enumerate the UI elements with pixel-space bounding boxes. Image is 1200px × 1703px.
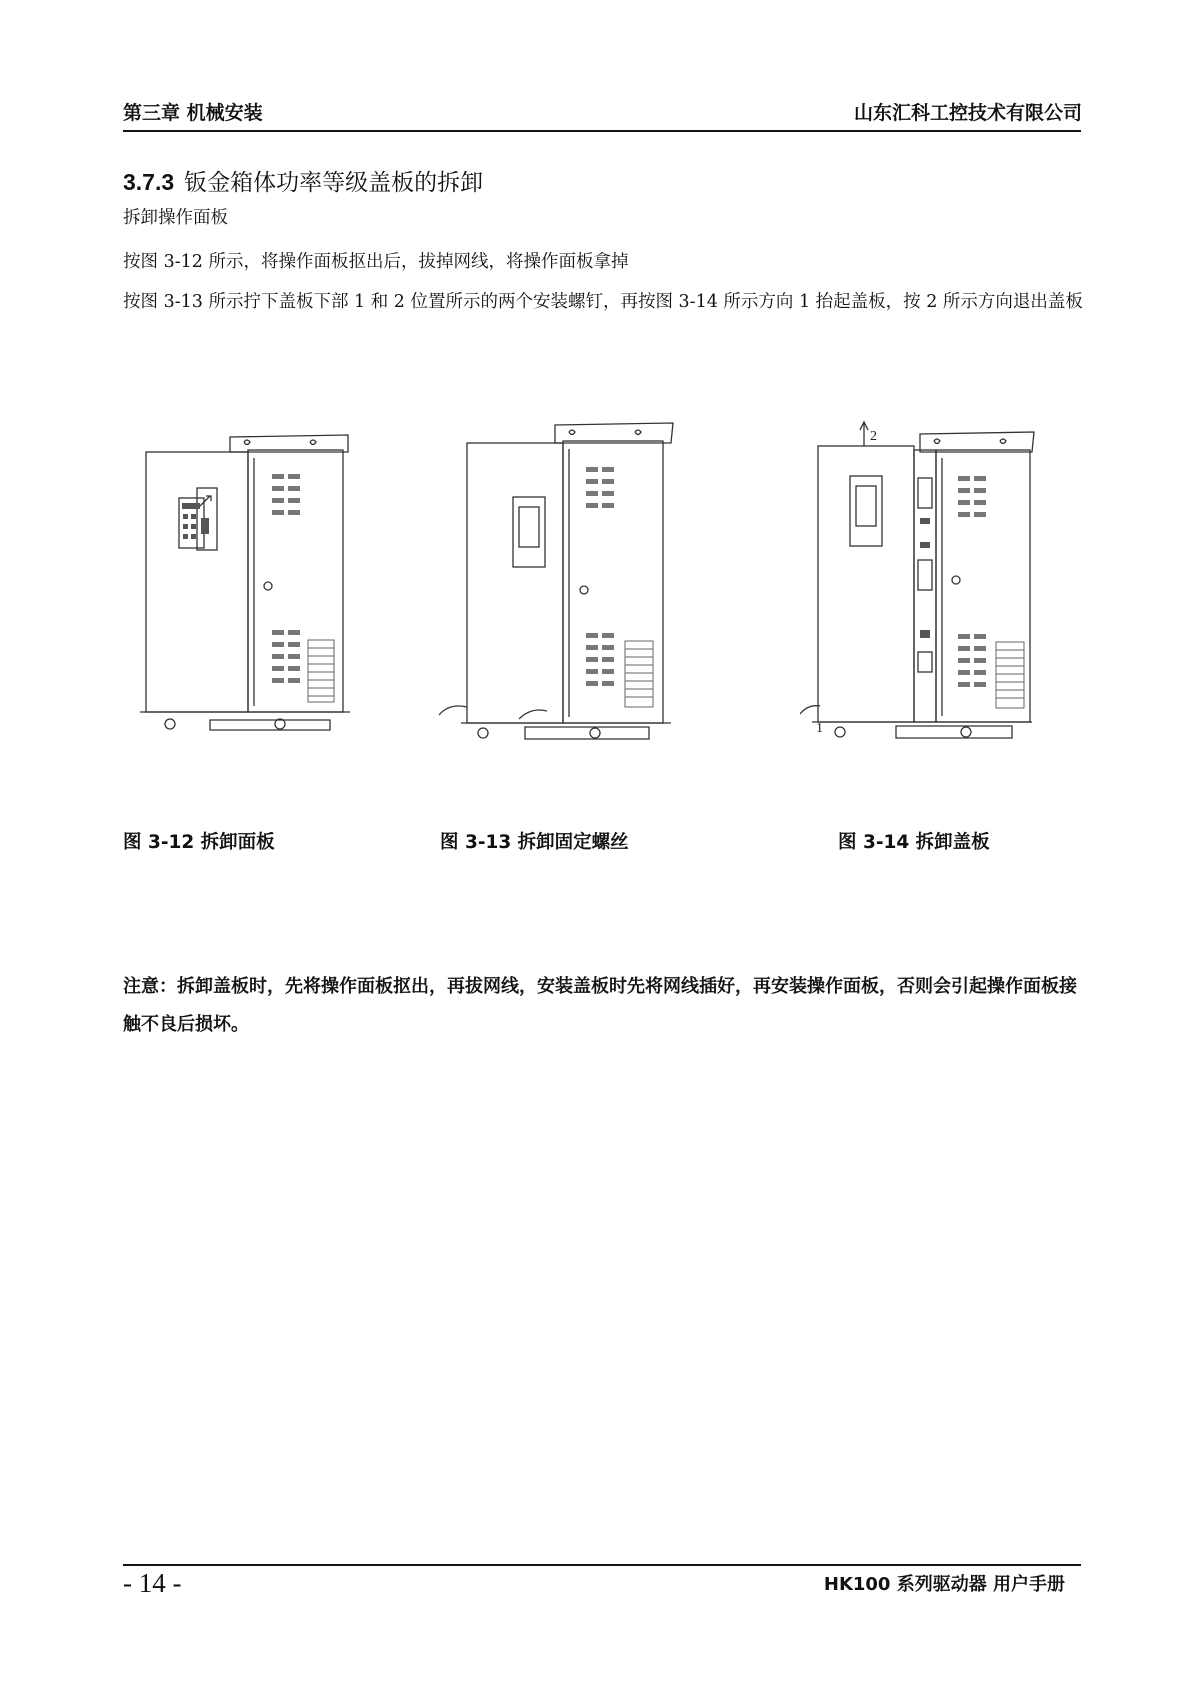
paragraph-remove-panel: 拆卸操作面板 <box>123 208 228 228</box>
caption-fig-3-13: 图 3-13 拆卸固定螺丝 <box>440 832 629 853</box>
section-heading <box>123 164 483 197</box>
manual-title: HK100 系列驱动器 用户手册 <box>823 1574 1065 1595</box>
caption-fig-3-12: 图 3-12 拆卸面板 <box>123 832 275 853</box>
paragraph-fig-3-12: 按图 3-12 所示，将操作面板抠出后，拔掉网线，将操作面板拿掉 <box>123 252 629 272</box>
company-header: 山东汇科工控技术有限公司 <box>853 102 1082 124</box>
fig-3-14-mark-2: 2 <box>870 429 877 444</box>
footer-divider <box>123 1564 1081 1566</box>
figure-3-13-drawing <box>435 415 675 740</box>
paragraph-fig-3-13-3-14: 按图 3-13 所示拧下盖板下部 1 和 2 位置所示的两个安装螺钉，再按图 3-14 所示方向 1 抬起盖板，按 2 所示方向退出盖板 <box>123 292 1083 312</box>
caption-fig-3-14: 图 3-14 拆卸盖板 <box>838 832 990 853</box>
caution-note: 注意：拆卸盖板时，先将操作面板抠出，再拔网线，安装盖板时先将网线插好，再安装操作面板，否则会引起操作面板接触不良后损坏。 <box>123 976 1077 1035</box>
section-number: 3.7.3 <box>123 169 175 195</box>
chapter-header: 第三章 机械安装 <box>123 102 263 124</box>
section-title: 钣金箱体功率等级盖板的拆卸 <box>184 170 484 196</box>
header-divider <box>123 130 1081 132</box>
page-number: - 14 - <box>123 1568 182 1598</box>
figure-3-12-drawing <box>130 430 360 740</box>
fig-3-14-mark-1: 1 <box>816 721 823 736</box>
figure-3-14-drawing <box>800 420 1040 740</box>
